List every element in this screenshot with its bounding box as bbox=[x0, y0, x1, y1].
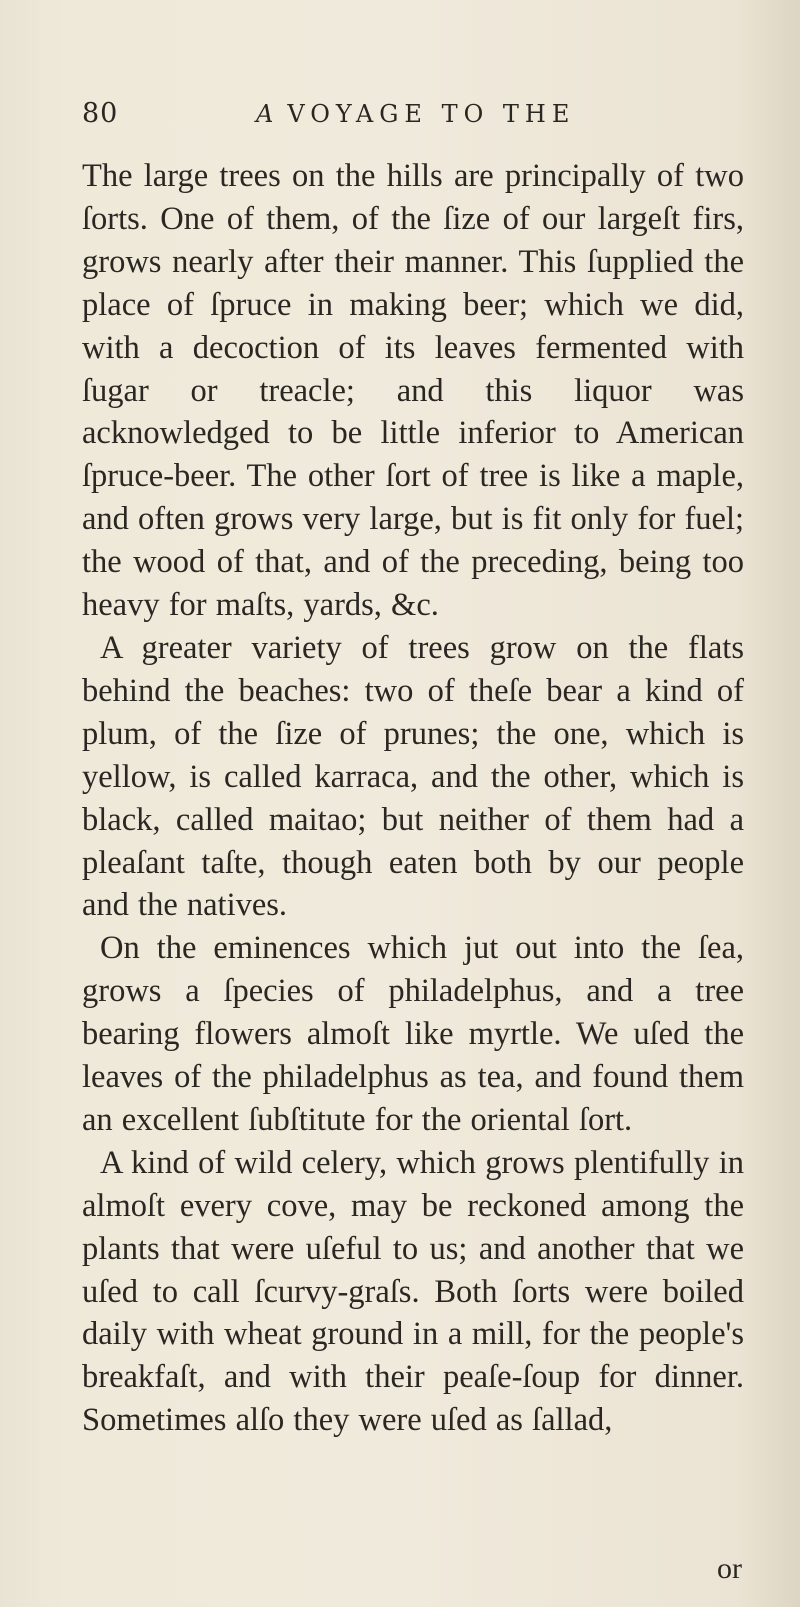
paragraph-trees-on-hills: The large trees on the hills are principally of two ſorts. One of them, of the ſize of our largeſt firs, grows nearly after their manner. This ſupplied the place of ſpruce in making beer; which we did, with a decoction of its leaves fermented with ſugar or treacle; and this liquor was acknowledged to be little inferior to American ſpruce-beer. The other ſort of tree is like a maple, and often grows very large, but is fit only for fuel; the wood of that, and of the preceding, being too heavy for maſts, yards, &c. bbox=[82, 158, 744, 624]
running-head-title: VOYAGE TO THE bbox=[287, 100, 576, 128]
body-text bbox=[82, 155, 744, 1442]
paragraph-trees-on-flats: A greater variety of trees grow on the flats behind the beaches: two of theſe bear a kind of plum, of the ſize of prunes; the one, which is yellow, is called karraca, and the other, which is black, called maitao; but neither of them had a pleaſant taſte, though eaten both by our people and the natives. bbox=[82, 629, 744, 924]
page-number: 80 bbox=[82, 98, 119, 129]
page-header bbox=[82, 98, 722, 132]
running-head bbox=[256, 100, 575, 128]
paragraph-wild-celery: A kind of wild celery, which grows plentifully in almoſt every cove, may be reckoned among the plants that were uſeful to us; and another that we uſed to call ſcurvy-graſs. Both ſorts were boiled daily with wheat ground in a mill, for the people's breakfaſt, and with their peaſe-ſoup for dinner. Sometimes alſo they were uſed as ſallad, bbox=[82, 1144, 744, 1439]
catchword: or bbox=[717, 1552, 742, 1585]
paragraph-eminences: On the eminences which jut out into the ſea, grows a ſpecies of philadelphus, and a tree bearing flowers almoſt like myrtle. We uſed the leaves of the philadelphus as tea, and found them an excellent ſubſtitute for the oriental ſort. bbox=[82, 930, 744, 1138]
running-head-article: A bbox=[256, 100, 280, 128]
